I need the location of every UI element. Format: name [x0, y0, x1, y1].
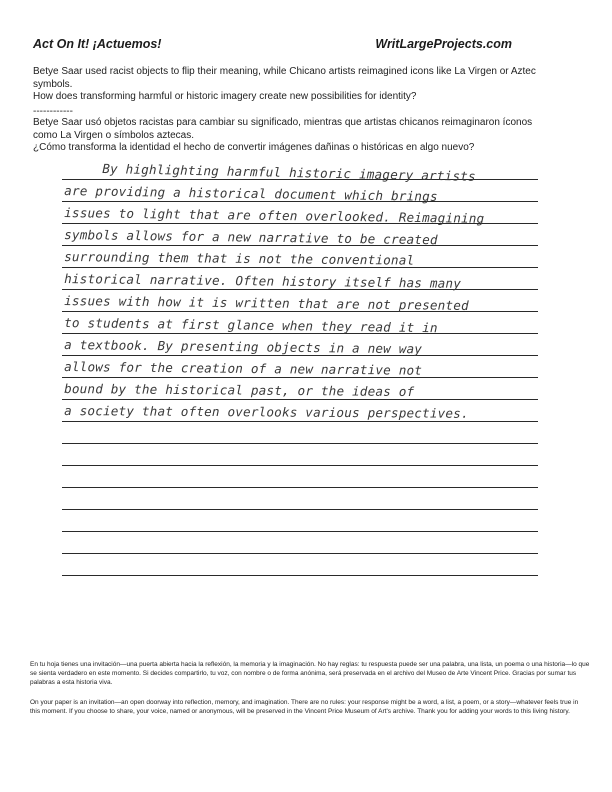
writing-line	[62, 531, 538, 532]
writing-line	[62, 575, 538, 576]
prompt-english-statement-text: Betye Saar used racist objects to flip their meaning, while Chicano artists reimagined icons like La Virgen or Aztec symbols.	[33, 66, 536, 90]
handwritten-line: bound by the historical past, or the ideas of	[64, 381, 415, 400]
writing-line	[62, 509, 538, 510]
footer-english-text: On your paper is an invitation—an open doorway into reflection, memory, and imagination. There are no rules: your response might be a word, a list, a poem, or a story—whatever feels true in this moment. If you choose to share, your voice, named or anonymous, will be preserved in the Vincent Price Museum of Art's archive. Thank you for adding your words to this living history.	[30, 699, 579, 715]
footer-spanish	[30, 660, 590, 687]
writing-line	[62, 443, 538, 444]
prompt-spanish-question-text: ¿Cómo transforma la identidad el hecho de convertir imágenes dañinas o históricas en algo nuevo?	[33, 142, 475, 153]
handwritten-line: issues to light that are often overlooked. Reimagining	[64, 205, 485, 226]
handwritten-line: allows for the creation of a new narrative not	[64, 359, 423, 378]
site-name: WritLargeProjects.com	[375, 37, 512, 51]
worksheet-title: Act On It! ¡Actuemos!	[33, 37, 162, 51]
handwritten-line: issues with how it is written that are not presented	[64, 293, 469, 313]
prompt-english-question-text: How does transforming harmful or historic imagery create new possibilities for identity?	[33, 91, 417, 102]
prompt-spanish-statement-text: Betye Saar usó objetos racistas para cambiar su significado, mientras que artistas chicanos reimaginaron íconos como La Virgen o símbolos aztecas.	[33, 117, 533, 141]
prompt-separator: ------------	[33, 106, 73, 117]
prompt-english-statement	[33, 66, 553, 91]
handwritten-line: historical narrative. Often history itself has many	[64, 271, 462, 291]
prompt-english-question	[33, 91, 553, 104]
writing-line	[62, 487, 538, 488]
prompt-spanish-question	[33, 142, 553, 155]
footer-spanish-text: En tu hoja tienes una invitación—una puerta abierta hacia la reflexión, la memoria y la imaginación. No hay reglas: tu respuesta puede ser una palabra, una lista, un poema o una historia—lo que se sienta verdadero en este momento. Si decides compartirlo, tu voz, con nombre o de forma anónima, será preservada en el archivo del Museo de Arte Vincent Price. Gracias por sumar tus palabras a esta historia viva.	[30, 661, 590, 686]
handwritten-line: to students at first glance when they read it in	[64, 315, 438, 336]
handwritten-line: a textbook. By presenting objects in a new way	[64, 337, 423, 357]
handwritten-line: a society that often overlooks various perspectives.	[64, 403, 469, 421]
handwritten-line: are providing a historical document which brings	[64, 183, 438, 204]
footer-english	[30, 698, 590, 716]
writing-line	[62, 465, 538, 466]
handwritten-line: surrounding them that is not the conventional	[64, 249, 415, 268]
handwritten-line: symbols allows for a new narrative to be created	[64, 227, 438, 248]
prompt-spanish-statement	[33, 117, 553, 142]
handwritten-line: By highlighting harmful historic imagery artists	[102, 161, 476, 184]
writing-line	[62, 553, 538, 554]
